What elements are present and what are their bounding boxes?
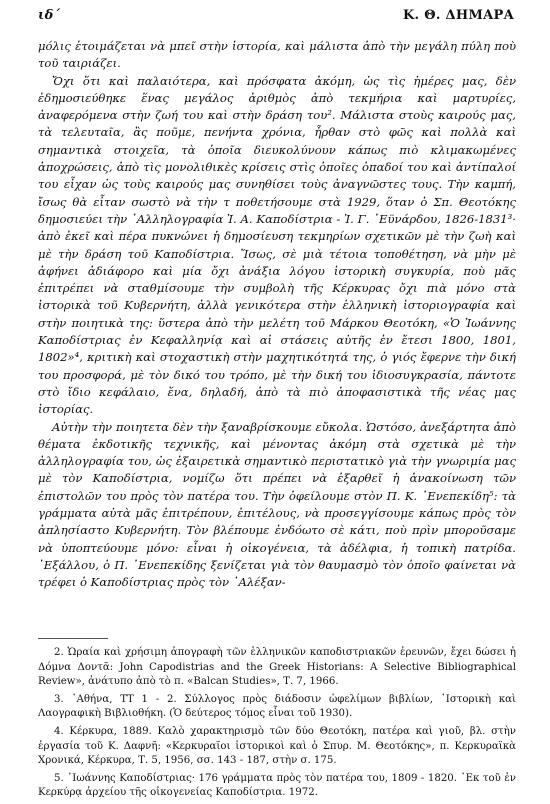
- running-head: [38, 8, 514, 23]
- page-number: ιδ´: [38, 8, 61, 23]
- footnote: 4. Κέρκυρα, 1889. Καλὸ χαρακτηρισμὸ τῶν δύο Θεοτόκη, πατέρα καὶ γιοῦ, βλ. στὴν ἐργασία τοῦ Κ. Δαφνῆ: «Κερκυραῖοι ἱστορικοὶ καὶ ὁ Σπυρ. Μ. Θεοτόκης», π. Κερκυραϊκὰ Χρονικά, Κέρκυρα, Τ. 5, 1956, σσ. 143 - 187, στὴν σ. 175.: [38, 725, 516, 767]
- footnote: 5. ᾿Ιωάννης Καποδίστριας· 176 γράμματα πρὸς τὸν πατέρα του, 1809 - 1820. ᾿Εκ τοῦ ἐν Κερκύρᾳ ἀρχείου τῆς οἰκογενείας Καποδίστρια. 1972.: [38, 772, 516, 799]
- main-text: [38, 38, 516, 592]
- author-name: Κ. Θ. ΔΗΜΑΡΑ: [402, 8, 514, 23]
- paragraph: Ὄχι ὅτι καὶ παλαιότερα, καὶ πρόσφατα ἀκόμη, ὡς τὶς ἡμέρες μας, δὲν ἐδημοσιεύθηκε ἕνας μεγάλος ἀριθμὸς ἀπὸ τεκμήρια καὶ μαρτυρίες, ἀναφερόμενα στὴν ζωή του καὶ στὴν δράση του². Μάλιστα στοὺς καιρούς μας, τὰ τελευταῖα, ἂς ποῦμε, πενήντα χρόνια, ἦρθαν στὸ φῶς καὶ πολλὰ καὶ σημαντικὰ στοιχεῖα, τὰ ὁποῖα διευκολύνουν κάπως πιὸ κλιμακωμένες ἀποχρώσεις, ἀπὸ τὶς μονολιθικὲς κρίσεις στὶς ὁποῖες ὁπαδοί του καὶ ἀντίπαλοί του εἶχαν ὡς τοὺς καιρούς μας συνηθίσει τοὺς ἀναγνῶστες τους. Τὴν καμπή, ἴσως θὰ εἶταν σωστὸ νὰ τὴν τ ποθετήσουμε στὰ 1929, ὅταν ὁ Σπ. Θεοτόκης δημοσιεύει τὴν ᾿Αλληλογραφία Ἰ. Α. Καποδίστρια - Ἰ. Γ. ᾿Εϋνάρδου, 1826-1831³· ἀπὸ ἐκεῖ καὶ πέρα πυκνώνει ἡ δημοσίευση τεκμηρίων σχετικῶν μὲ τὴν ζωὴ καὶ μὲ τὴν δράση τοῦ Καποδίστρια. Ἴσως, σὲ μιὰ τέτοια τοποθέτηση, νὰ μὴν μὲ ἀφήνει ἀδιάφορο καὶ μία ὄχι ἀνάξια λόγου ἱστορικὴ συγκυρία, ποὺ μᾶς ἐπιτρέπει νὰ σταθμίσουμε τὴν συμβολὴ τῆς Κέρκυρας ὄχι πιὰ μόνο στὰ ἱστορικὰ τοῦ Κυβερνήτη, ἀλλὰ γενικότερα στὴν ἑλληνικὴ ἱστοριογραφία καὶ στὴν ποιητικὰ της: ὕστερα ἀπὸ τὴν μελέτη τοῦ Μάρκου Θεοτόκη, «Ὁ Ἰωάννης Καποδίστριας ἐν Κεφαλληνίᾳ καὶ αἱ στάσεις αὐτῆς ἐν ἔτεσι 1800, 1801, 1802»⁴, κριτικὴ καὶ στοχαστικὴ στὴν μαχητικότητά της, ὁ γιός ἔφερνε τὴν δική του προσφορά, μὲ τὸν δικό του τρόπο, μὲ τὴν δική του ἰδιοσυγκρασία, πάντοτε στὸ ἴδιο κεφάλαιο, ἕνα, δηλαδή, ἀπὸ τὰ πιὸ ἀποφασιστικὰ τῆς νέας μας ἱστορίας.: [38, 73, 516, 417]
- footnotes: [38, 646, 516, 804]
- footnote-divider: [38, 638, 108, 639]
- footnote: 2. Ὡραία καὶ χρήσιμη ἀπογραφὴ τῶν ἑλληνικῶν καποδιστριακῶν ἐρευνῶν, ἔχει δώσει ἡ Δόμνα Δοντᾶ: John Capodistrias and the Greek Historians: A Selective Bibliographical Review», ἀνάτυπο ἀπὸ τὸ π. «Balcan Studies», Τ. 7, 1966.: [38, 647, 516, 688]
- paragraph: μόλις ἑτοιμάζεται νὰ μπεῖ στὴν ἱστορία, καὶ μάλιστα ἀπὸ τὴν μεγάλη πύλη ποὺ τοῦ ταιριάζει.: [38, 39, 516, 71]
- footnote: 3. ᾿Αθήνα, ΤΤ 1 - 2. Σύλλογος πρὸς διάδοσιν ὠφελίμων βιβλίων, ῾Ιστορικὴ καὶ Λαογραφικὴ Βιβλιοθήκη. (Ὁ δεύτερος τόμος εἶναι τοῦ 1930).: [38, 693, 516, 720]
- paragraph: Αὐτὴν τὴν ποιητετα δὲν τὴν ξαναβρίσκουμε εὔκολα. Ὡστόσο, ἀνεξάρτητα ἀπὸ θέματα ἐκδοτικῆς τεχνικῆς, καὶ μένοντας ἀκόμη στὰ σχετικὰ μὲ τὴν ἀλληλογραφία του, ὡς ἐξαιρετικὰ σημαντικὸ περιστατικὸ γιὰ τὴν γνωριμία μας μὲ τὸν Καποδίστρια, νομίζω ὅτι πρέπει νὰ ἐξαρθεῖ ἡ ἀνακοίνωση τῶν ἐπιστολῶν του πρὸς τὸν πατέρα του. Τὴν ὀφείλουμε στὸν Π. Κ. ᾿Ενεπεκίδη⁵: τὰ γράμματα αὐτὰ μᾶς ἐπιτρέπουν, ἐπιτέλους, νὰ προσεγγίσουμε κάπως πρὸς τὸν ἀπλησίαστο Κυβερνήτη. Τὸν βλέπουμε ἐνδόωτο σὲ κάτι, ποὺ πρὶν μποροῦσαμε νὰ ὑποπτεύουμε μόνο: εἶναι ἡ οἰκογένεια, τὰ ἀδέλφια, ἡ τοπικὴ πατρίδα. ᾿Εξάλλου, ὁ Π. ᾿Ενεπεκίδης ξενίζεται γιὰ τὸν θαυμασμὸ τὸν ὁποῖο φαίνεται νὰ τρέφει ὁ Καποδίστριας πρὸς τὸν ᾿Αλέξαν-: [38, 419, 516, 590]
